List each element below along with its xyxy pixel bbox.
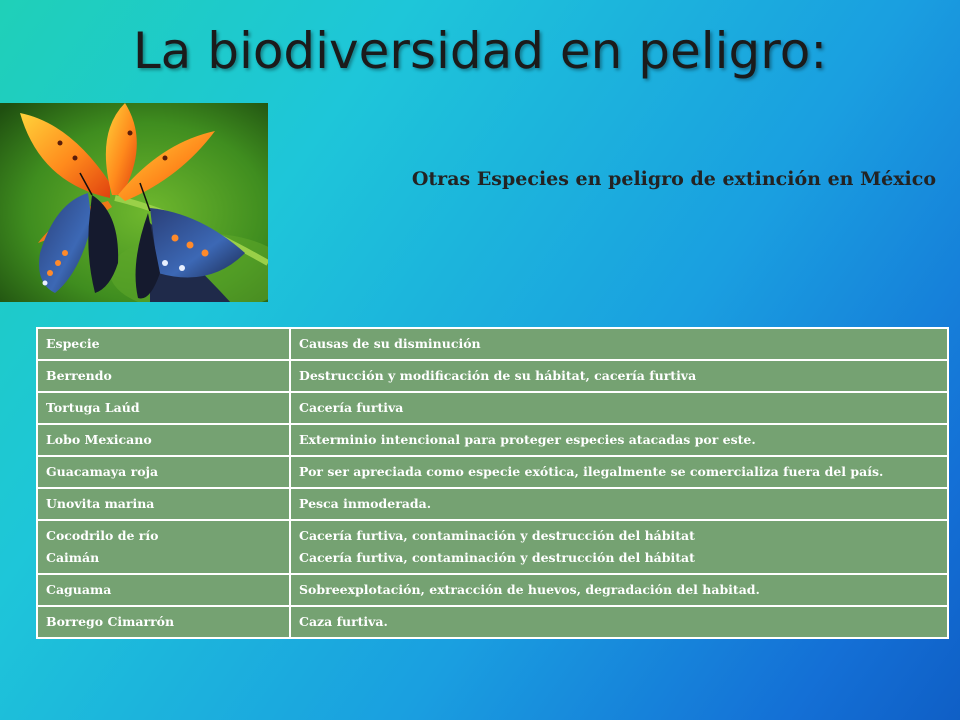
table-row	[37, 456, 948, 488]
species-name: Cocodrilo de río	[46, 528, 159, 543]
table-row	[37, 424, 948, 456]
table-row	[37, 360, 948, 392]
species-cell: Lobo Mexicano	[37, 424, 290, 456]
causes-cell	[290, 520, 948, 574]
table-row	[37, 606, 948, 638]
causes-text: Cacería furtiva, contaminación y destrucción del hábitat	[299, 528, 695, 543]
causes-cell: Por ser apreciada como especie exótica, ilegalmente se comercializa fuera del país.	[290, 456, 948, 488]
causes-cell: Exterminio intencional para proteger especies atacadas por este.	[290, 424, 948, 456]
table-row	[37, 488, 948, 520]
causes-cell: Sobreexplotación, extracción de huevos, degradación del habitad.	[290, 574, 948, 606]
causes-cell: Caza furtiva.	[290, 606, 948, 638]
header-cell-species: Especie	[37, 328, 290, 360]
table-row	[37, 574, 948, 606]
table-header-row	[37, 328, 948, 360]
causes-cell: Cacería furtiva	[290, 392, 948, 424]
species-cell: Caguama	[37, 574, 290, 606]
species-cell: Guacamaya roja	[37, 456, 290, 488]
butterfly-photo	[0, 103, 268, 302]
species-cell: Berrendo	[37, 360, 290, 392]
butterfly-flower-image	[0, 103, 268, 302]
species-cell	[37, 520, 290, 574]
table-row	[37, 520, 948, 574]
causes-cell: Destrucción y modificación de su hábitat, cacería furtiva	[290, 360, 948, 392]
species-cell: Borrego Cimarrón	[37, 606, 290, 638]
slide-subtitle: Otras Especies en peligro de extinción en México	[411, 168, 936, 190]
slide-title: La biodiversidad en peligro:	[132, 22, 828, 80]
causes-cell: Pesca inmoderada.	[290, 488, 948, 520]
causes-text: Cacería furtiva, contaminación y destrucción del hábitat	[299, 550, 695, 565]
species-cell: Tortuga Laúd	[37, 392, 290, 424]
species-cell: Unovita marina	[37, 488, 290, 520]
table-row	[37, 392, 948, 424]
species-name: Caimán	[46, 550, 100, 565]
header-cell-causes: Causas de su disminución	[290, 328, 948, 360]
species-table	[36, 327, 949, 639]
